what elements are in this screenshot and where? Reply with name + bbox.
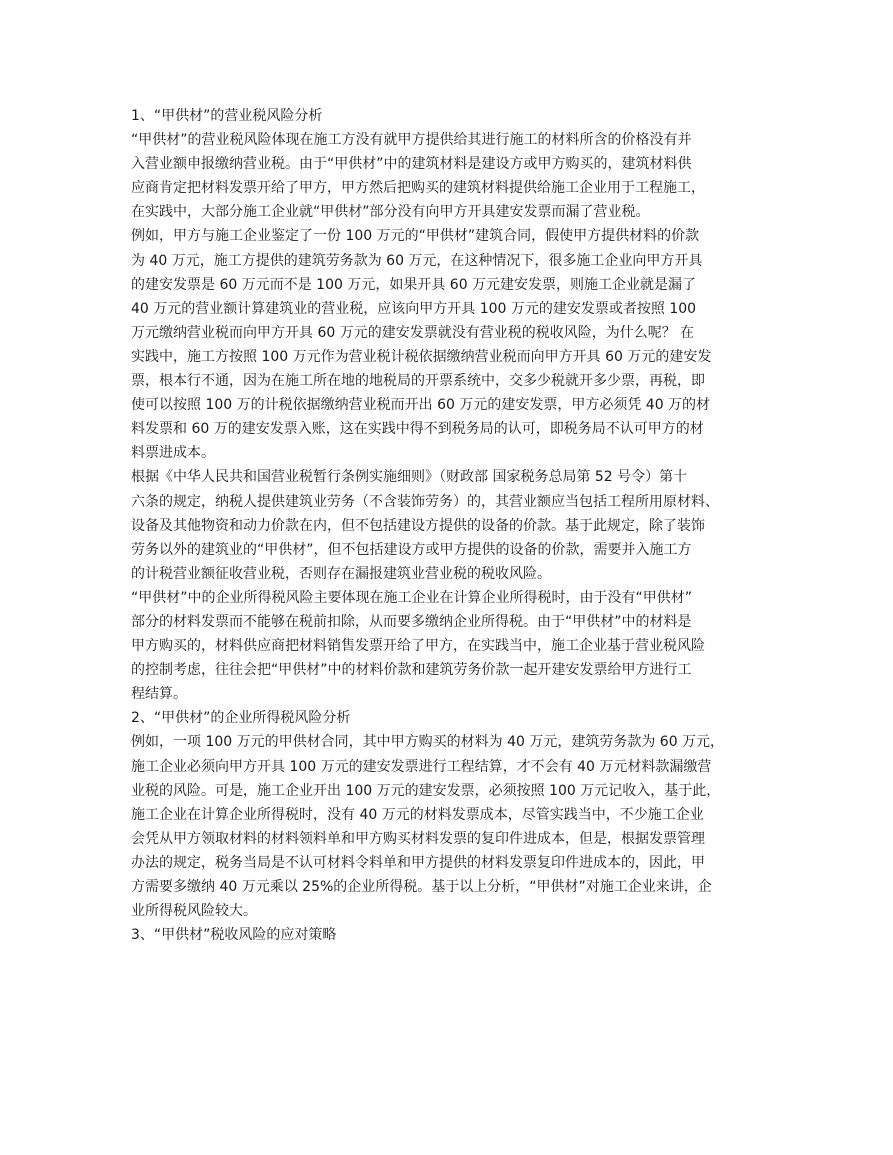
paragraph-line: 例如，一项 100 万元的甲供材合同，其中甲方购买的材料为 40 万元，建筑劳务款为 60 万元，	[131, 734, 725, 751]
paragraph-line: 设备及其他物资和动力价款在内，但不包括建设方提供的设备的价款。基于此规定，除了装饰	[131, 517, 705, 534]
paragraph-line: 的建安发票是 60 万元而不是 100 万元，如果开具 60 万元建安发票，则施工企业就是漏了	[131, 276, 697, 293]
paragraph-line: 根据《中华人民共和国营业税暂行条例实施细则》（财政部 国家税务总局第 52 号令）第十	[131, 469, 688, 486]
paragraph-line: 使可以按照 100 万的计税依据缴纳营业税而开出 60 万元的建安发票，甲方必须凭 40 万的材	[131, 397, 711, 414]
paragraph-line: 例如，甲方与施工企业鉴定了一份 100 万元的“甲供材”建筑合同，假使甲方提供材料的价款	[131, 228, 700, 245]
paragraph-line: 的计税营业额征收营业税，否则存在漏报建筑业营业税的税收风险。	[131, 565, 551, 582]
paragraph-line: 部分的材料发票而不能够在税前扣除，从而要多缴纳企业所得税。由于“甲供材”中的材料是	[131, 613, 692, 630]
paragraph-line: 施工企业必须向甲方开具 100 万元的建安发票进行工程结算，才不会有 40 万元材料款漏缴营	[131, 758, 712, 775]
paragraph-line: 在实践中，大部分施工企业就“甲供材”部分没有向甲方开具建安发票而漏了营业税。	[131, 204, 650, 221]
paragraph-line: 方需要多缴纳 40 万元乘以 25%的企业所得税。基于以上分析，“甲供材”对施工企业来讲，企	[131, 879, 712, 895]
paragraph-line: 票，根本行不通，因为在施工所在地的地税局的开票系统中，交多少税就开多少票，再税，即	[131, 373, 705, 390]
paragraph-line: 会凭从甲方领取材料的材料领料单和甲方购买材料发票的复印件进成本，但是，根据发票管理	[131, 830, 705, 847]
paragraph-line: 实践中，施工方按照 100 万元作为营业税计税依据缴纳营业税而向甲方开具 60 万元的建安发	[131, 348, 712, 365]
section-heading-3: 3、“甲供材”税收风险的应对策略	[131, 927, 337, 944]
paragraph-line: 万元缴纳营业税而向甲方开具 60 万元的建安发票就没有营业税的税收风险，为什么呢？ 在	[131, 324, 695, 341]
paragraph-line: 办法的规定，税务当局是不认可材料令料单和甲方提供的材料发票复印件进成本的，因此，甲	[131, 854, 705, 871]
paragraph-line: 的控制考虑，往往会把“甲供材”中的材料价款和建筑劳务价款一起开建安发票给甲方进行工	[131, 662, 692, 679]
paragraph-line: 施工企业在计算企业所得税时，没有 40 万元的材料发票成本，尽管实践当中，不少施工企业	[131, 806, 704, 823]
paragraph-line: 入营业额申报缴纳营业税。由于“甲供材”中的建筑材料是建设方或甲方购买的，建筑材料供	[131, 156, 692, 173]
paragraph-line: 业所得税风险较大。	[131, 903, 257, 920]
paragraph-line: 应商肯定把材料发票开给了甲方，甲方然后把购买的建筑材料提供给施工企业用于工程施工，	[131, 180, 705, 197]
paragraph-line: “甲供材”中的企业所得税风险主要体现在施工企业在计算企业所得税时，由于没有“甲供材”	[131, 589, 693, 606]
paragraph-line: 甲方购买的，材料供应商把材料销售发票开给了甲方，在实践当中，施工企业基于营业税风险	[131, 638, 705, 655]
section-heading-1: 1、“甲供材”的营业税风险分析	[131, 108, 323, 124]
paragraph-line: 40 万元的营业额计算建筑业的营业税，应该向甲方开具 100 万元的建安发票或者按照 100	[131, 300, 697, 317]
paragraph-line: 六条的规定，纳税人提供建筑业劳务（不含装饰劳务）的，其营业额应当包括工程所用原材料、	[131, 493, 719, 510]
paragraph-line: 业税的风险。可是，施工企业开出 100 万元的建安发票，必须按照 100 万元记收入，基于此，	[131, 782, 721, 799]
paragraph-line: “甲供材”的营业税风险体现在施工方没有就甲方提供给其进行施工的材料所含的价格没有并	[131, 132, 692, 149]
paragraph-line: 劳务以外的建筑业的“甲供材”，但不包括建设方或甲方提供的设备的价款，需要并入施工方	[131, 541, 692, 558]
paragraph-line: 料发票和 60 万的建安发票入账，这在实践中得不到税务局的认可，即税务局不认可甲方的材	[131, 421, 704, 438]
section-heading-2: 2、“甲供材”的企业所得税风险分析	[131, 710, 351, 727]
paragraph-line: 料票进成本。	[131, 445, 215, 462]
document-body	[131, 104, 771, 947]
paragraph-line: 程结算。	[131, 686, 187, 703]
paragraph-line: 为 40 万元，施工方提供的建筑劳务款为 60 万元，在这种情况下，很多施工企业向甲方开具	[131, 252, 703, 269]
